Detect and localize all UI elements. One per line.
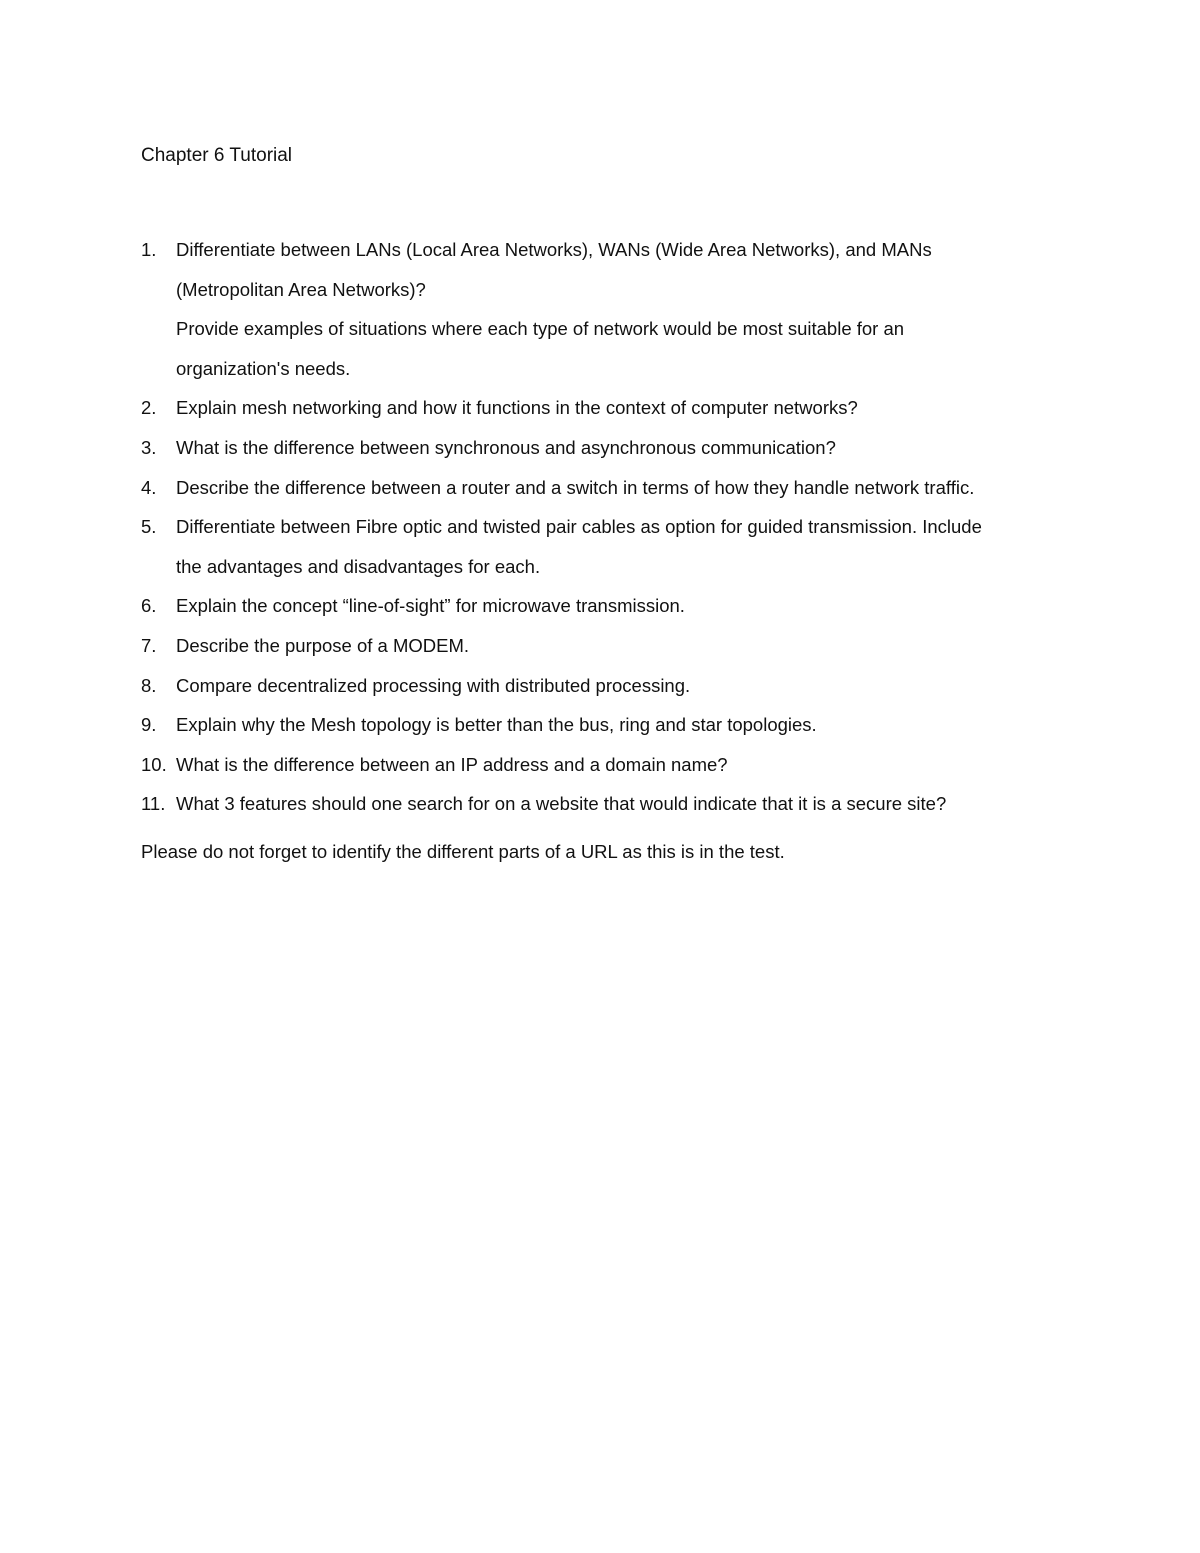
question-text-line: What is the difference between an IP address and a domain name? <box>176 753 728 775</box>
question-item <box>141 230 1061 388</box>
question-number: 3. <box>141 436 157 458</box>
question-item <box>141 626 1061 666</box>
question-number: 4. <box>141 476 157 498</box>
question-number: 5. <box>141 516 157 538</box>
question-text-line: Explain the concept “line-of-sight” for microwave transmission. <box>176 595 685 617</box>
question-text-line: Differentiate between Fibre optic and twisted pair cables as option for guided transmission. Include <box>176 516 982 538</box>
question-text-line: Explain why the Mesh topology is better than the bus, ring and star topologies. <box>176 714 817 736</box>
question-item <box>141 428 1061 468</box>
question-text-line: Describe the purpose of a MODEM. <box>176 634 470 656</box>
question-number: 8. <box>141 674 157 696</box>
question-list <box>141 230 1061 824</box>
question-text-line: Explain mesh networking and how it functions in the context of computer networks? <box>176 397 858 419</box>
question-text-line: Describe the difference between a router and a switch in terms of how they handle network traffic. <box>176 476 975 498</box>
question-text-line: Differentiate between LANs (Local Area Networks), WANs (Wide Area Networks), and MANs <box>176 239 932 260</box>
question-text-line: What is the difference between synchronous and asynchronous communication? <box>176 436 836 458</box>
question-item <box>141 468 1061 508</box>
question-text-line: the advantages and disadvantages for each. <box>176 555 541 577</box>
question-item <box>141 507 1061 586</box>
question-number: 6. <box>141 595 157 617</box>
question-text-line: (Metropolitan Area Networks)? <box>176 278 426 300</box>
document-title: Chapter 6 Tutorial <box>141 145 293 166</box>
question-item <box>141 586 1061 626</box>
question-number: 10. <box>141 753 167 775</box>
question-text-line: organization's needs. <box>176 357 351 379</box>
question-text-line: Compare decentralized processing with distributed processing. <box>176 674 691 696</box>
question-number: 1. <box>141 239 157 260</box>
question-number: 7. <box>141 634 157 656</box>
question-text-line: Provide examples of situations where each type of network would be most suitable for an <box>176 318 905 340</box>
question-item <box>141 745 1061 785</box>
question-item <box>141 705 1061 745</box>
closing-note: Please do not forget to identify the different parts of a URL as this is in the test. <box>141 841 785 862</box>
question-number: 11. <box>141 793 166 815</box>
question-item <box>141 388 1061 428</box>
question-number: 9. <box>141 714 157 736</box>
question-text-line: What 3 features should one search for on a website that would indicate that it is a secure site? <box>176 793 947 815</box>
question-item <box>141 784 1061 824</box>
question-item <box>141 666 1061 706</box>
question-number: 2. <box>141 397 157 419</box>
